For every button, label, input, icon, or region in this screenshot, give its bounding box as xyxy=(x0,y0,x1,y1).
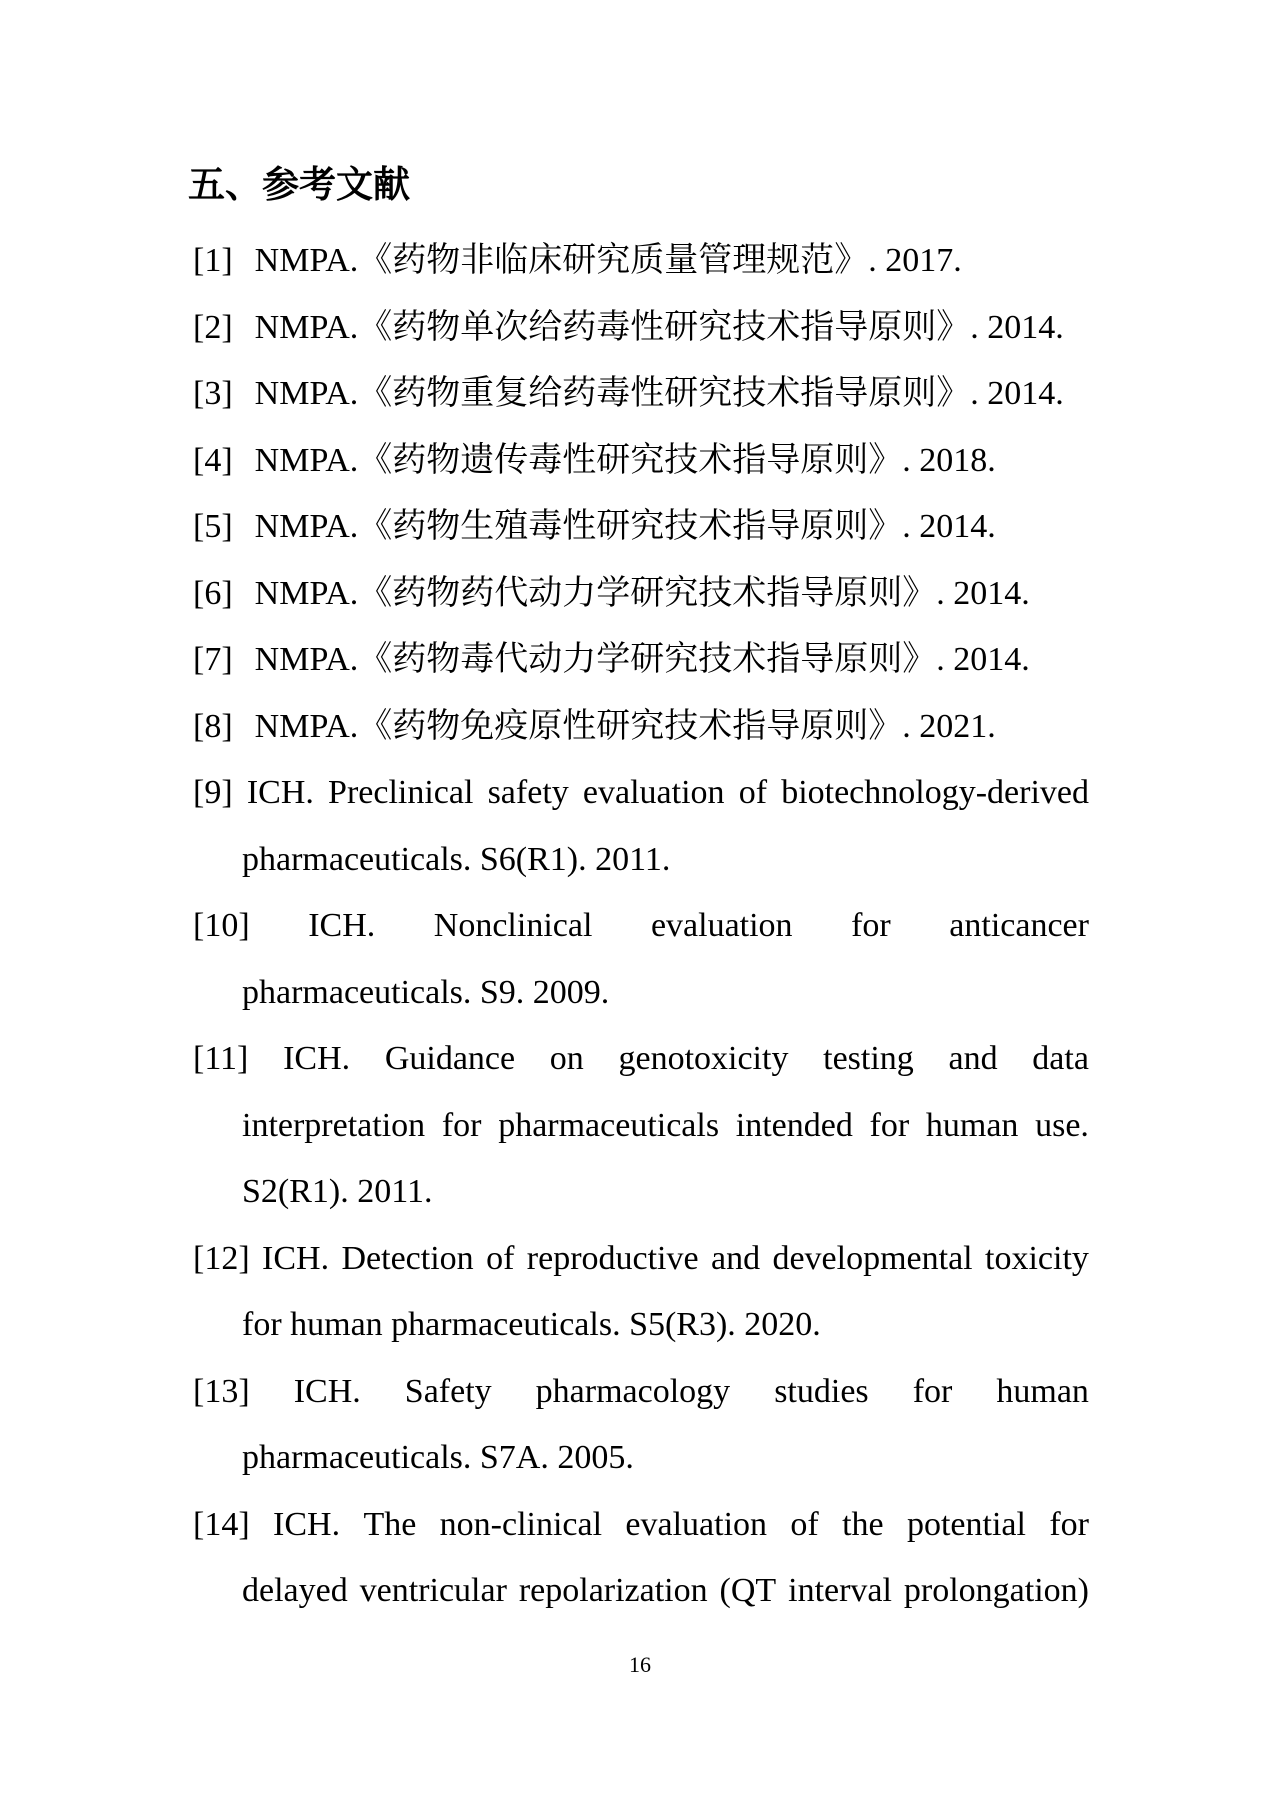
reference-word: delayed xyxy=(242,1572,348,1610)
reference-line xyxy=(193,893,1089,960)
reference-marker: [2] xyxy=(193,308,233,346)
reference-word: ICH. xyxy=(293,1372,361,1410)
reference-word: ventricular xyxy=(359,1572,507,1610)
reference-word: non-clinical xyxy=(439,1505,603,1543)
reference-text: NMPA.《药物免疫原性研究技术指导原则》. 2021. xyxy=(254,707,996,745)
reference-line xyxy=(193,1226,1089,1293)
reference-marker: [1] xyxy=(193,242,233,279)
reference-line xyxy=(193,1026,1089,1093)
reference-word: of xyxy=(790,1505,819,1543)
page-number: 16 xyxy=(629,1652,651,1677)
reference-word: biotechnology-derived xyxy=(781,774,1089,812)
reference-word: of xyxy=(738,774,768,812)
reference-word: evaluation xyxy=(650,907,793,945)
reference-text: NMPA.《药物单次给药毒性研究技术指导原则》. 2014. xyxy=(254,308,1064,346)
reference-text: NMPA.《药物药代动力学研究技术指导原则》. 2014. xyxy=(254,574,1030,612)
reference-word: Guidance xyxy=(384,1040,516,1078)
reference-word: ICH. xyxy=(308,907,376,945)
reference-line xyxy=(193,295,1089,362)
reference-text: pharmaceuticals. S6(R1). 2011. xyxy=(242,840,671,878)
reference-word: (QT xyxy=(719,1572,777,1610)
reference-word: anticancer xyxy=(949,907,1089,945)
reference-word: testing xyxy=(823,1040,914,1078)
reference-word: use. xyxy=(1035,1106,1089,1144)
reference-word: ICH. xyxy=(262,1239,330,1277)
reference-marker: [7] xyxy=(193,641,233,678)
reference-line xyxy=(193,627,1089,694)
reference-word: [12] xyxy=(193,1239,250,1277)
reference-line xyxy=(193,494,1089,561)
reference-word: and xyxy=(710,1239,761,1277)
reference-line xyxy=(193,228,1089,295)
reference-word: prolongation) xyxy=(903,1572,1089,1610)
reference-line xyxy=(193,827,1089,894)
reference-word: for xyxy=(441,1106,482,1144)
reference-word: pharmacology xyxy=(535,1372,731,1410)
reference-word: toxicity xyxy=(985,1239,1089,1277)
reference-marker: [3] xyxy=(193,375,233,412)
reference-word: repolarization xyxy=(518,1572,708,1610)
reference-word: pharmaceuticals xyxy=(498,1106,720,1144)
reference-line xyxy=(193,1292,1089,1359)
reference-marker: [8] xyxy=(193,707,233,745)
reference-word: [11] xyxy=(193,1040,249,1078)
reference-word: potential xyxy=(906,1505,1026,1543)
reference-text: NMPA.《药物生殖毒性研究技术指导原则》. 2014. xyxy=(254,508,996,545)
reference-marker: [6] xyxy=(193,574,233,612)
reference-word: studies xyxy=(774,1372,869,1410)
reference-text: pharmaceuticals. S9. 2009. xyxy=(242,973,610,1011)
reference-word: safety xyxy=(487,774,569,812)
reference-word: ICH. xyxy=(246,774,314,812)
reference-word: The xyxy=(363,1505,417,1543)
reference-text: NMPA.《药物非临床研究质量管理规范》. 2017. xyxy=(254,242,962,279)
reference-marker: [5] xyxy=(193,508,233,545)
reference-word: for xyxy=(869,1106,910,1144)
reference-line xyxy=(193,561,1089,628)
reference-word: human xyxy=(996,1372,1089,1410)
reference-word: human xyxy=(925,1106,1019,1144)
reference-word: developmental xyxy=(772,1239,973,1277)
reference-text: for human pharmaceuticals. S5(R3). 2020. xyxy=(242,1306,821,1343)
reference-word: [13] xyxy=(193,1372,250,1410)
reference-word: Nonclinical xyxy=(433,907,593,945)
reference-word: Safety xyxy=(404,1372,492,1410)
reference-text: pharmaceuticals. S7A. 2005. xyxy=(242,1439,634,1476)
reference-word: for xyxy=(912,1372,953,1410)
reference-line xyxy=(193,1359,1089,1426)
reference-word: evaluation xyxy=(582,774,725,812)
reference-text: NMPA.《药物重复给药毒性研究技术指导原则》. 2014. xyxy=(254,375,1064,412)
reference-word: genotoxicity xyxy=(618,1040,789,1078)
reference-line xyxy=(193,1558,1089,1625)
reference-line xyxy=(193,960,1089,1027)
reference-word: interpretation xyxy=(242,1106,426,1144)
reference-text: NMPA.《药物遗传毒性研究技术指导原则》. 2018. xyxy=(254,441,996,479)
reference-word: reproductive xyxy=(526,1239,699,1277)
reference-word: [14] xyxy=(193,1505,250,1543)
reference-line xyxy=(193,760,1089,827)
reference-word: the xyxy=(842,1505,884,1543)
reference-lines xyxy=(193,228,1089,1625)
reference-word: evaluation xyxy=(625,1505,768,1543)
reference-line xyxy=(193,361,1089,428)
section-heading: 五、参考文献 xyxy=(188,164,410,205)
reference-word: ICH. xyxy=(273,1505,341,1543)
reference-line xyxy=(193,1492,1089,1559)
reference-word: on xyxy=(549,1040,584,1078)
reference-line xyxy=(193,694,1089,761)
reference-line xyxy=(193,1159,1089,1226)
reference-word: and xyxy=(948,1040,998,1078)
reference-text: S2(R1). 2011. xyxy=(242,1173,433,1210)
reference-word: for xyxy=(1049,1505,1089,1543)
reference-word: Detection xyxy=(341,1239,474,1277)
reference-line xyxy=(193,428,1089,495)
reference-word: [10] xyxy=(193,907,250,945)
reference-word: [9] xyxy=(193,774,233,812)
reference-text: NMPA.《药物毒代动力学研究技术指导原则》. 2014. xyxy=(254,641,1030,678)
reference-word: data xyxy=(1032,1040,1089,1078)
reference-word: Preclinical xyxy=(328,774,474,812)
reference-word: intended xyxy=(735,1106,853,1144)
reference-line xyxy=(193,1093,1089,1160)
reference-word: interval xyxy=(788,1572,892,1610)
reference-line xyxy=(193,1425,1089,1492)
reference-marker: [4] xyxy=(193,441,233,479)
reference-word: ICH. xyxy=(283,1040,351,1078)
reference-word: for xyxy=(851,907,891,945)
reference-word: of xyxy=(486,1239,515,1277)
